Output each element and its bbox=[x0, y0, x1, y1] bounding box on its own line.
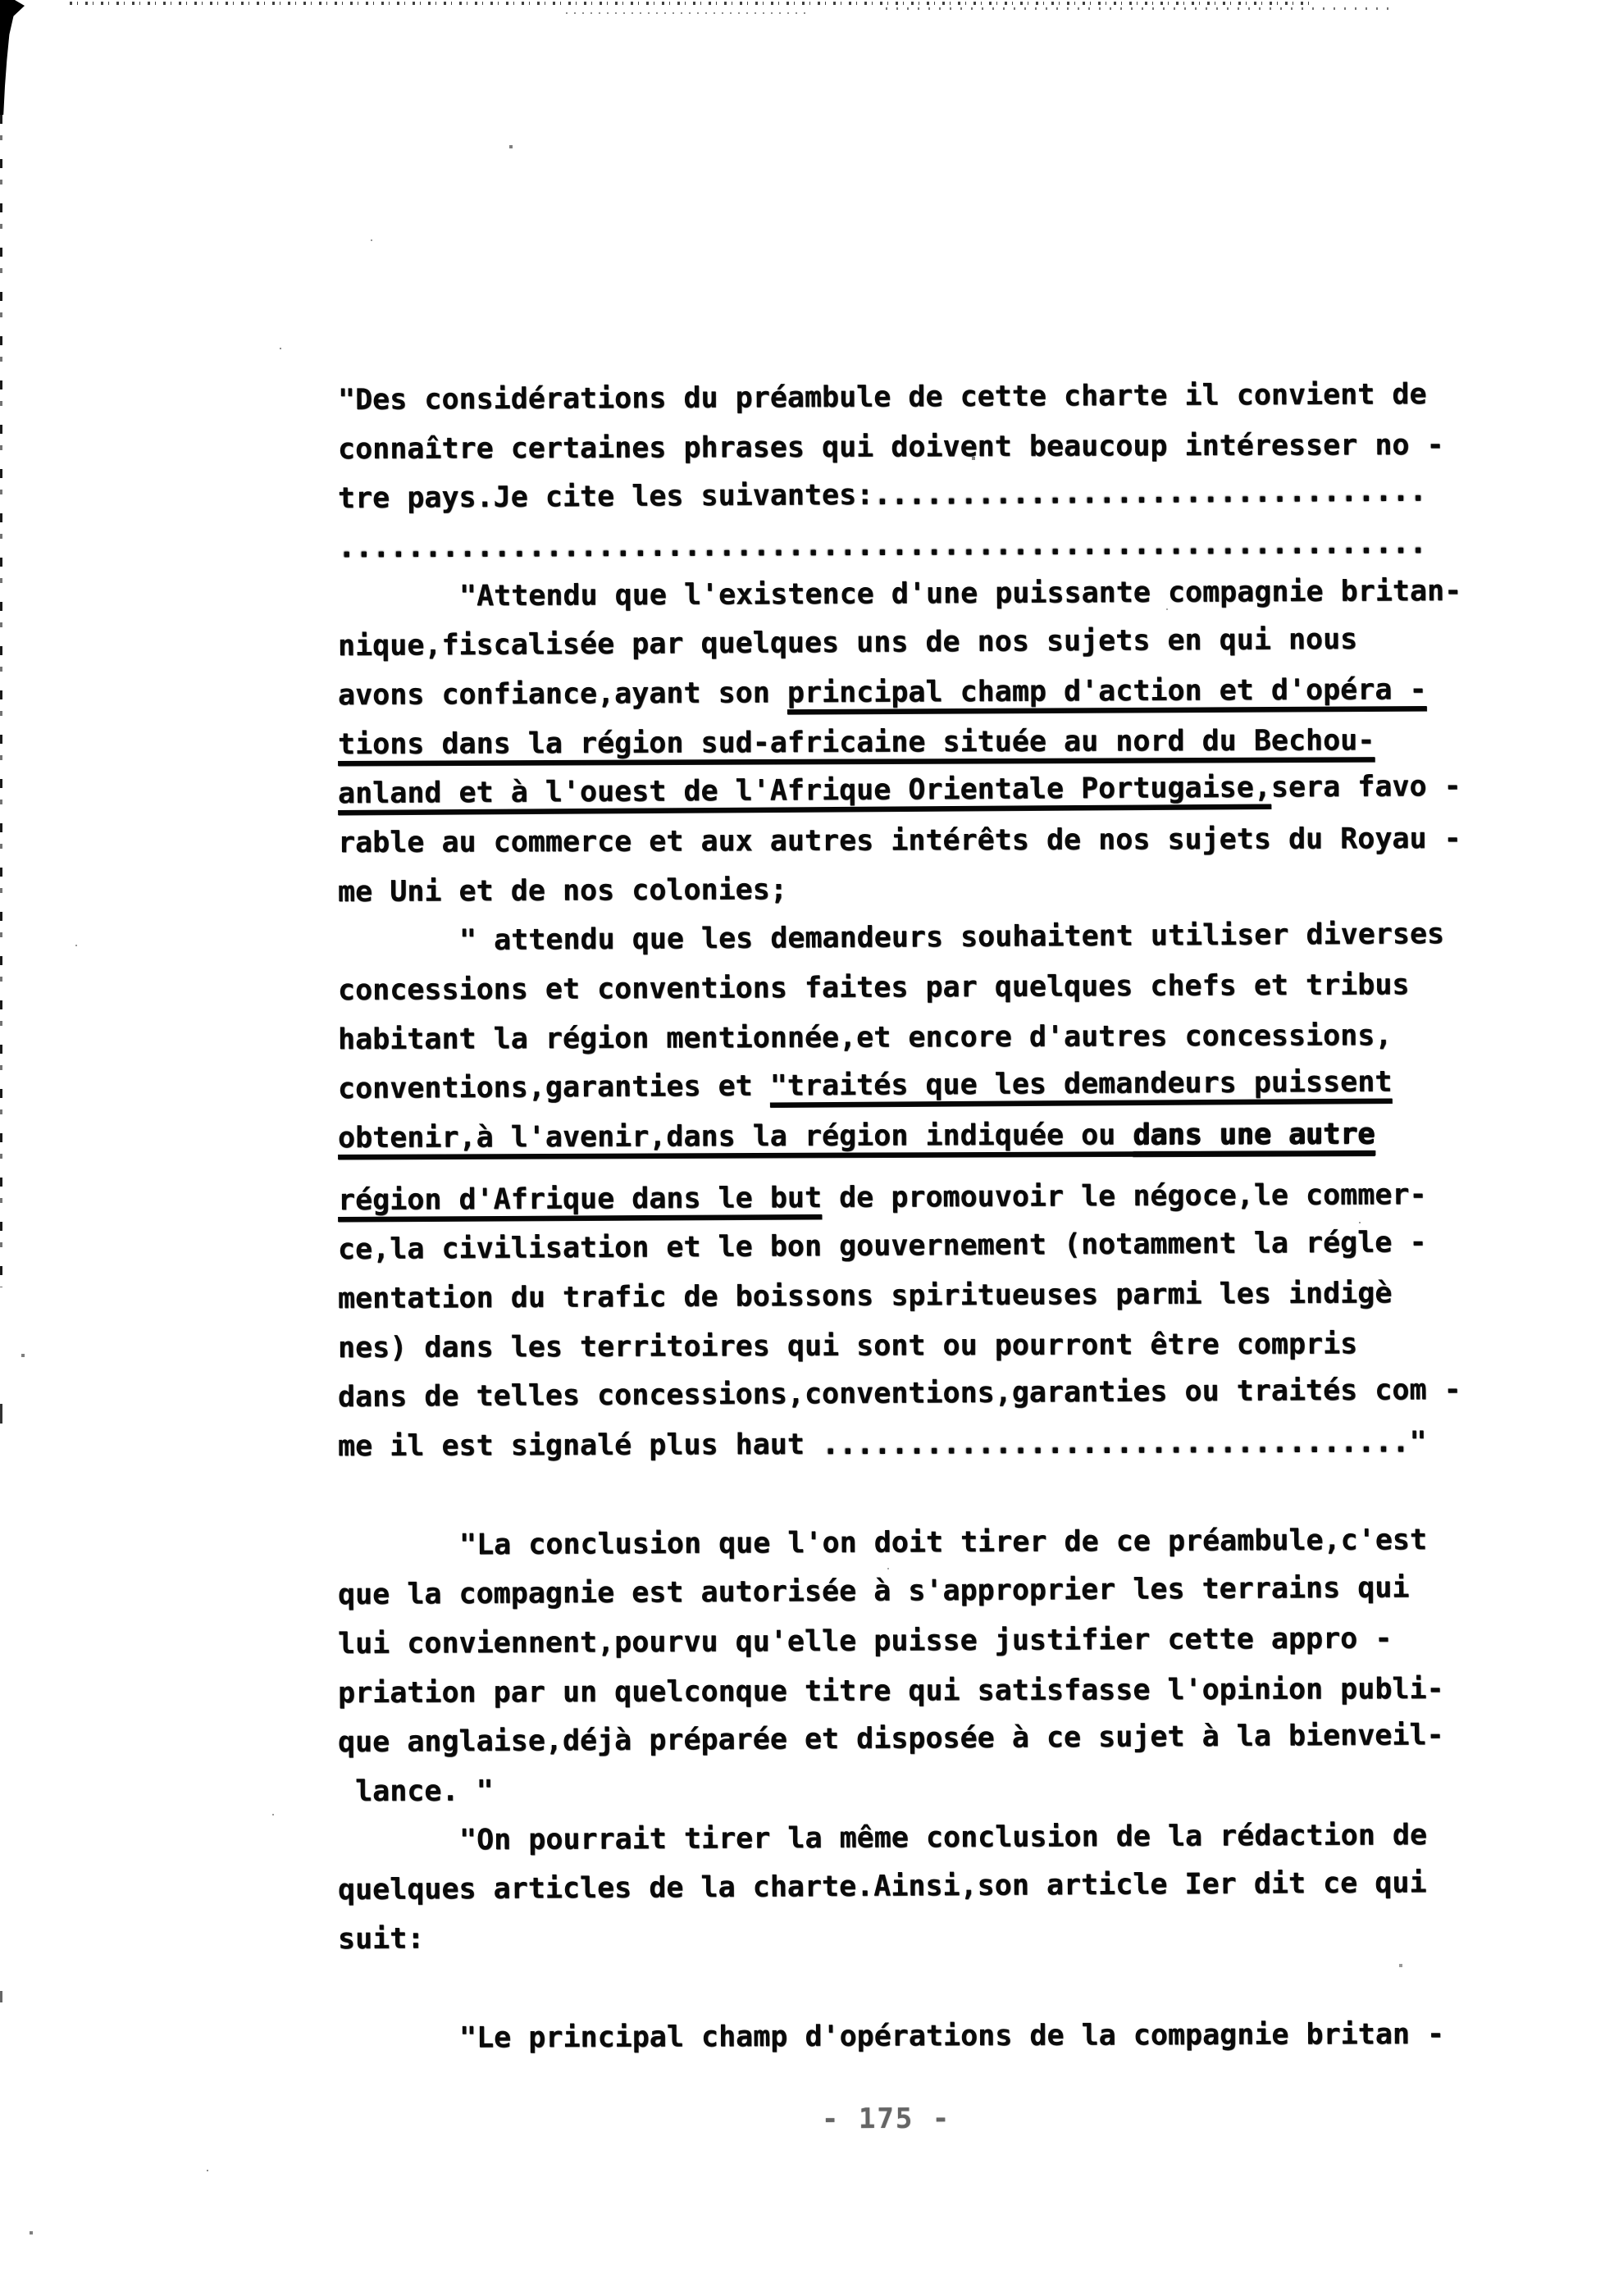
text-line bbox=[338, 1319, 1461, 1373]
text-segment: " attendu que les demandeurs souhaitent utiliser diverses bbox=[458, 918, 1445, 958]
text-segment: "traités que les demandeurs puissent bbox=[769, 1065, 1393, 1103]
text-line bbox=[338, 1109, 1461, 1163]
text-segment: que anglaise,déjà préparée et disposée à ce sujet à la bienveil- bbox=[337, 1719, 1444, 1759]
text-line bbox=[338, 909, 1462, 966]
text-segment: tre pays.Je cite les suivantes: bbox=[337, 478, 874, 515]
text-segment: me il est signalé plus haut bbox=[337, 1428, 823, 1463]
scan-left-edge-dashes bbox=[0, 115, 2, 1287]
text-segment: priation par un quelconque titre qui satisfasse l'opinion publi- bbox=[337, 1672, 1444, 1710]
text-segment: de promouvoir le négoce,le commer- bbox=[821, 1178, 1427, 1214]
text-line bbox=[338, 862, 1461, 917]
text-line bbox=[338, 960, 1461, 1015]
scan-left-edge-dash bbox=[0, 1991, 2, 2002]
text-segment: suit: bbox=[337, 1922, 425, 1956]
text-segment: tions dans la région sud-africaine située au nord du Bechou- bbox=[337, 724, 1375, 761]
text-line bbox=[338, 814, 1461, 868]
text-segment: "Attendu que l'existence d'une puissante compagnie britan- bbox=[458, 574, 1462, 613]
scan-noise-top-band bbox=[70, 2, 1316, 5]
text-segment: que la compagnie est autorisée à s'approprier les terrains qui bbox=[337, 1571, 1410, 1611]
text-line bbox=[338, 1365, 1462, 1422]
text-line bbox=[338, 421, 1461, 474]
text-segment: nes) dans les territoires qui sont ou pourront être compris bbox=[337, 1328, 1358, 1364]
scan-noise-top-band bbox=[886, 7, 1394, 10]
text-line bbox=[338, 1858, 1462, 1915]
text-segment: "La conclusion que l'on doit tirer de ce préambule,c'est bbox=[458, 1524, 1428, 1562]
text-line bbox=[338, 1563, 1462, 1620]
text-segment: conventions,garanties et bbox=[337, 1069, 770, 1105]
scan-corner-blob bbox=[0, 0, 25, 115]
text-line bbox=[338, 1057, 1462, 1114]
text-line bbox=[338, 1515, 1461, 1570]
scan-noise-top-band bbox=[566, 12, 812, 14]
text-line bbox=[338, 1269, 1461, 1323]
text-segment: dans de telles concessions,conventions,garanties ou traités com - bbox=[337, 1373, 1461, 1414]
text-segment: anland et à l'ouest de l'Afrique Orientale Portugaise, bbox=[337, 771, 1271, 810]
text-segment: sera favo - bbox=[1270, 769, 1461, 804]
text-line bbox=[338, 1711, 1462, 1767]
text-segment: principal champ d'action et d'opéra - bbox=[786, 673, 1427, 710]
dotted-fill: .................................. bbox=[821, 1425, 1410, 1461]
text-block bbox=[338, 376, 1461, 2063]
text-segment: "On pourrait tirer la même conclusion de la rédaction de bbox=[458, 1819, 1428, 1857]
text-line bbox=[338, 614, 1462, 671]
text-line bbox=[338, 1763, 1461, 1816]
text-segment: concessions et conventions faites par quelques chefs et tribus bbox=[337, 968, 1410, 1007]
text-segment: région d'Afrique dans le but bbox=[337, 1181, 823, 1217]
text-line bbox=[338, 370, 1461, 425]
text-line bbox=[338, 1418, 1461, 1471]
text-line bbox=[338, 665, 1461, 720]
text-segment: avons confiance,ayant son bbox=[337, 676, 787, 712]
text-segment: lance. " bbox=[337, 1774, 494, 1808]
text-line bbox=[338, 1218, 1462, 1274]
page-number: - 175 - bbox=[821, 2102, 951, 2136]
text-segment: obtenir,à l'avenir,dans la région indiquée ou bbox=[337, 1118, 1133, 1155]
text-line bbox=[338, 1665, 1461, 1718]
text-segment: me Uni et de nos colonies; bbox=[337, 873, 787, 909]
text-line bbox=[338, 1614, 1461, 1669]
text-segment: nique,fiscalisée par quelques uns de nos sujets en qui nous bbox=[337, 622, 1358, 663]
text-line bbox=[338, 1170, 1461, 1225]
text-line bbox=[338, 519, 1461, 572]
text-line bbox=[338, 1811, 1461, 1866]
scan-specks bbox=[0, 0, 2, 2]
text-segment: " bbox=[1409, 1425, 1427, 1459]
scan-left-edge-dash bbox=[0, 1404, 2, 1424]
text-segment: habitant la région mentionnée,et encore d'autres concessions, bbox=[337, 1019, 1393, 1056]
text-line bbox=[338, 1909, 1461, 1964]
dotted-fill: ................................ bbox=[873, 475, 1427, 512]
text-line bbox=[338, 762, 1462, 818]
text-segment: quelques articles de la charte.Ainsi,son article Ier dit ce qui bbox=[337, 1866, 1427, 1906]
text-line bbox=[338, 716, 1461, 769]
text-segment: connaître certaines phrases qui doivent beaucoup intéresser no - bbox=[337, 428, 1444, 466]
text-line bbox=[338, 567, 1461, 622]
text-segment: dans une autre bbox=[1133, 1118, 1375, 1152]
text-segment: rable au commerce et aux autres intérêts de nos sujets du Royau - bbox=[337, 822, 1461, 859]
dotted-fill: ............................................................... bbox=[337, 526, 1427, 564]
text-segment: "Le principal champ d'opérations de la compagnie britan - bbox=[458, 2017, 1445, 2055]
text-line bbox=[338, 1011, 1461, 1064]
text-segment: lui conviennent,pourvu qu'elle puisse justifier cette appro - bbox=[337, 1622, 1393, 1660]
text-segment: "Des considérations du préambule de cette charte il convient de bbox=[337, 378, 1427, 417]
text-segment: mentation du trafic de boissons spiritueuses parmi les indigè bbox=[337, 1277, 1393, 1315]
text-segment: ce,la civilisation et le bon gouvernement (notamment la régle - bbox=[337, 1226, 1427, 1266]
text-line bbox=[338, 467, 1462, 523]
text-line bbox=[338, 2010, 1461, 2063]
